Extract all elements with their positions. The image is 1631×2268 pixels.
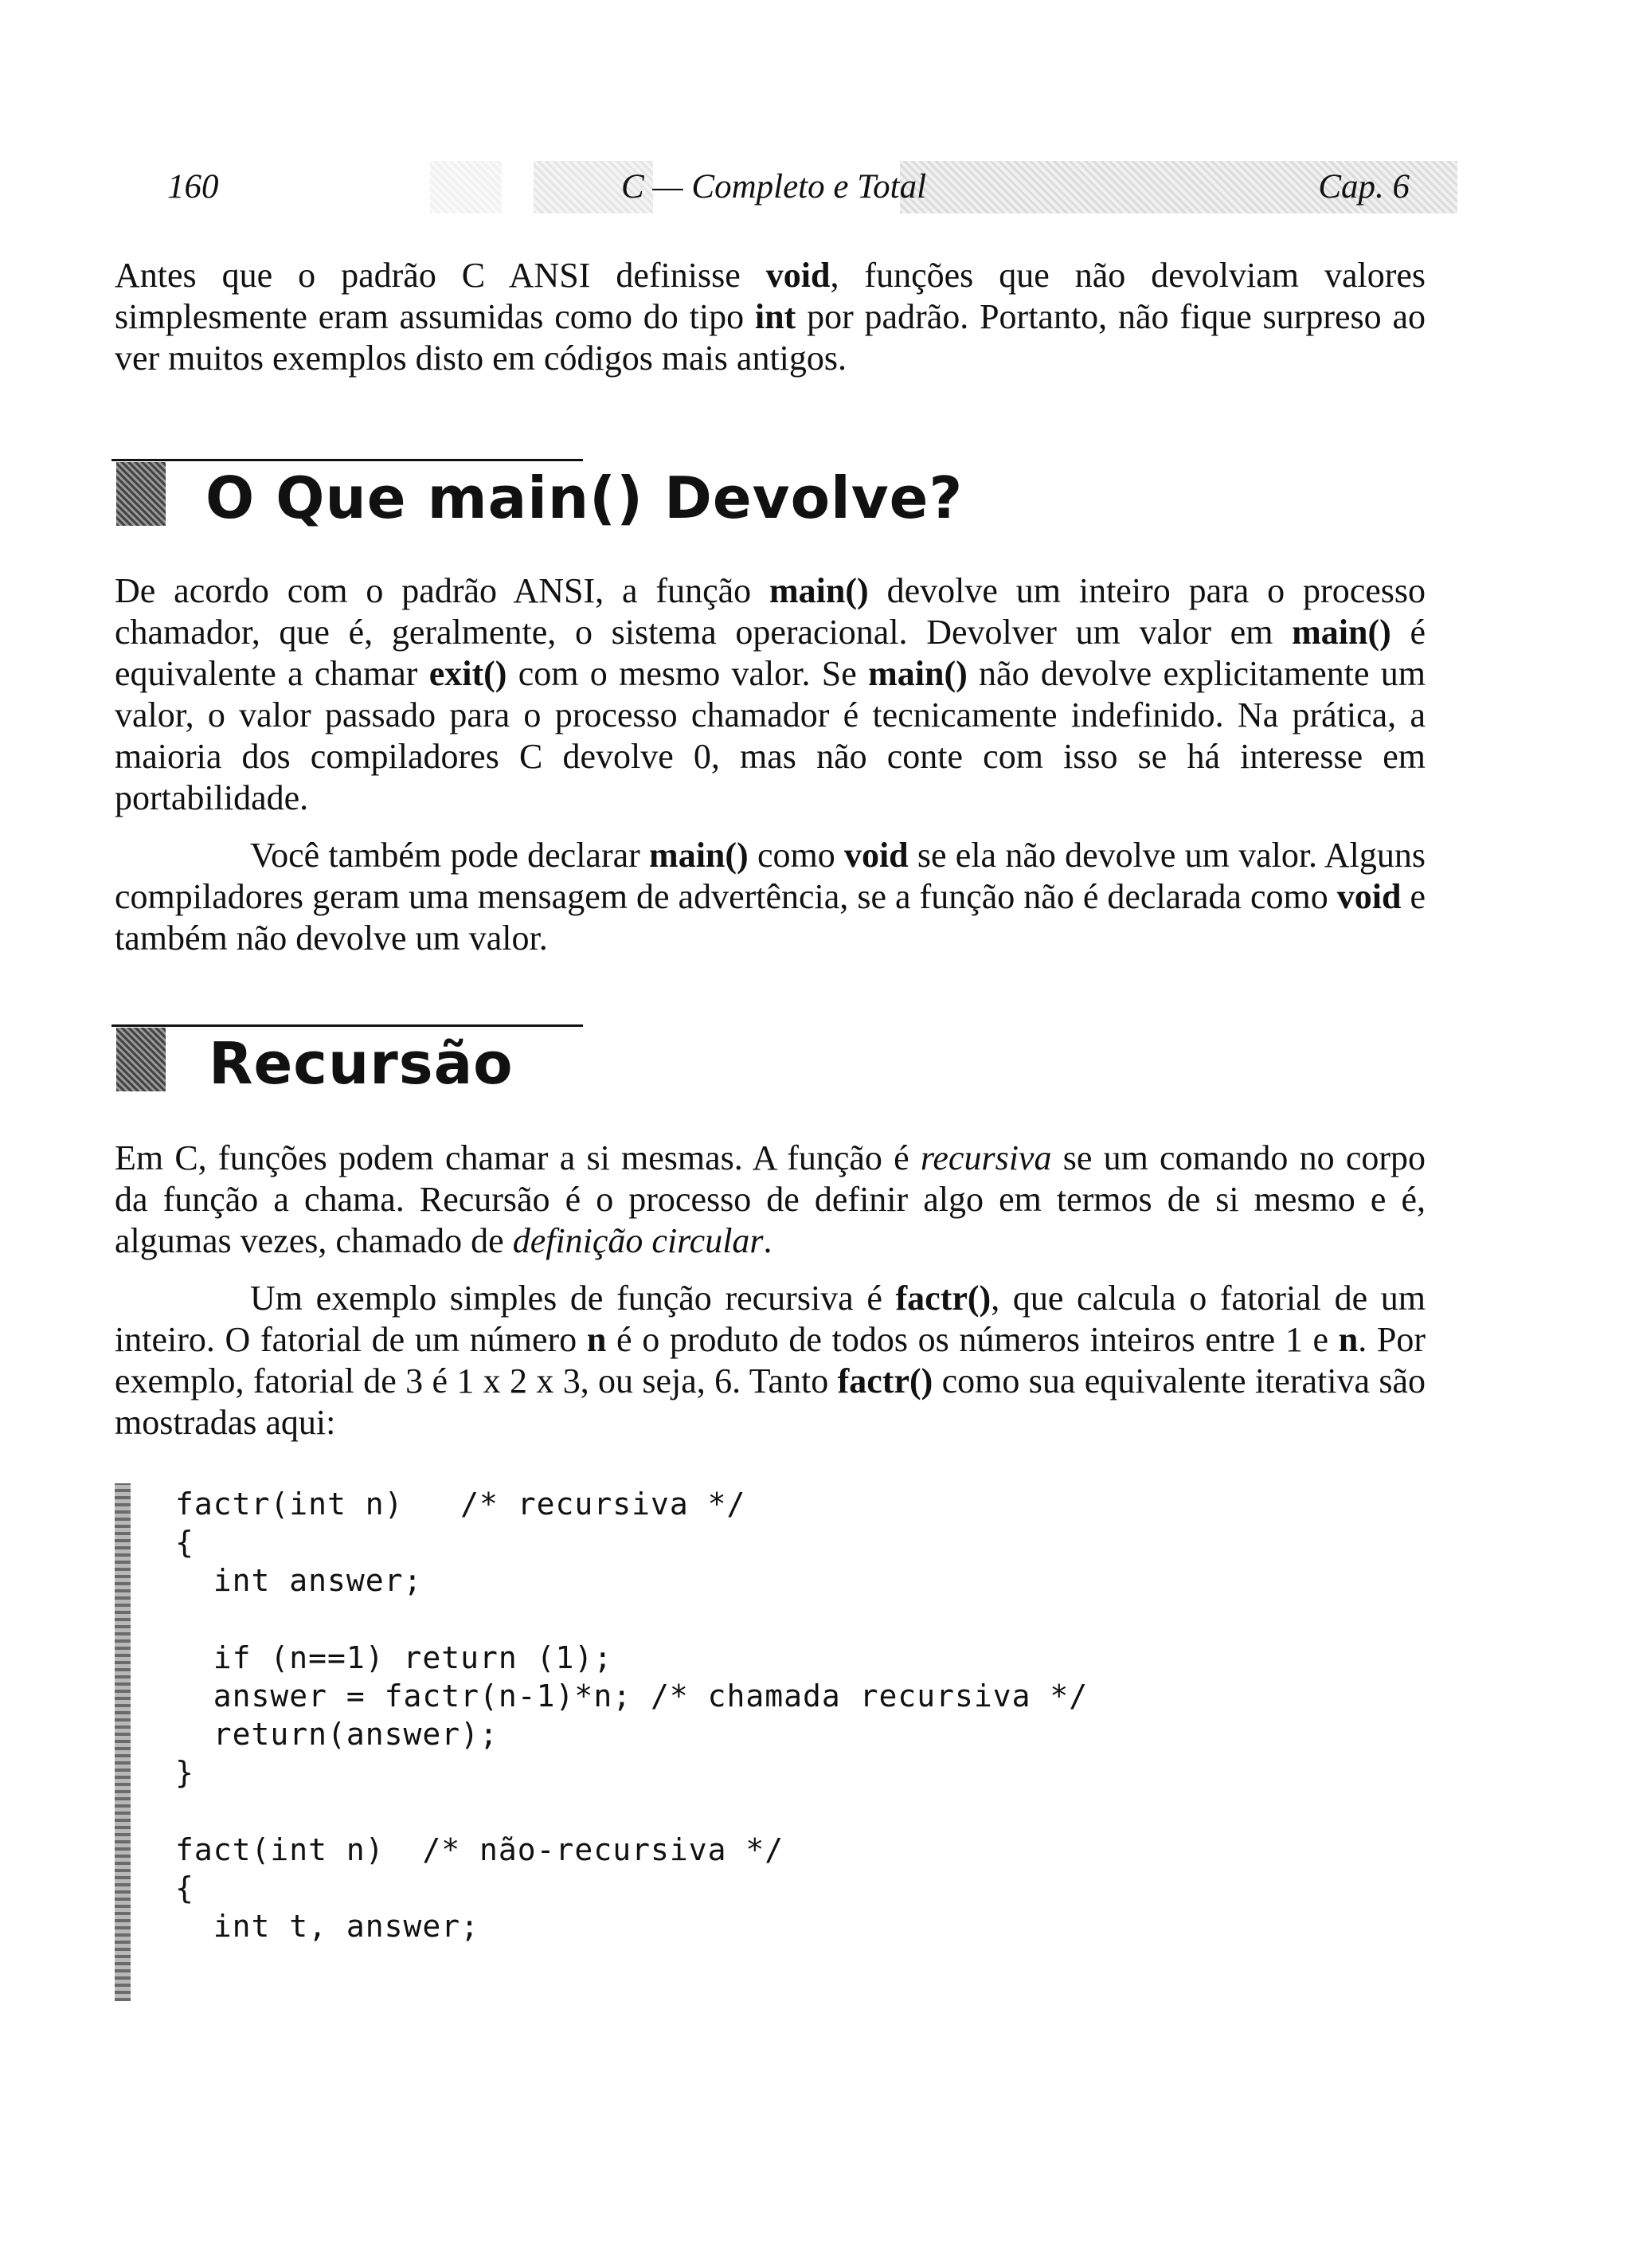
emphasis: recursiva xyxy=(920,1138,1052,1177)
text-run: se ela não devolve um valor. Alguns compiladores geram uma mensagem de advertência, se a função não é declarada como xyxy=(115,836,1426,916)
code-line: return(answer); xyxy=(175,1717,499,1753)
text-run: é equivalente a chamar xyxy=(115,613,1426,693)
intro-paragraph xyxy=(115,255,1426,379)
code-margin-bar xyxy=(115,1483,131,2001)
text-run: devolve um inteiro para o processo chamador, que é, geralmente, o sistema operacional. Devolver um valor em xyxy=(115,571,1426,652)
text-run: é o produto de todos os números inteiros entre 1 e xyxy=(606,1320,1339,1359)
heading-square-icon xyxy=(116,1028,166,1091)
keyword: main() xyxy=(1292,613,1391,652)
code-line: } xyxy=(175,1755,194,1791)
keyword: void xyxy=(1336,877,1402,916)
text-run: , funções que não devolviam valores simplesmente eram assumidas como do tipo xyxy=(115,256,1426,336)
text-run: . Por exemplo, fatorial de 3 é 1 x 2 x 3, ou seja, 6. Tanto xyxy=(115,1320,1426,1400)
code-line: int answer; xyxy=(175,1563,423,1599)
code-line: answer = factr(n-1)*n; /* chamada recursiva */ xyxy=(175,1678,1089,1714)
emphasis: definição circular xyxy=(512,1221,764,1260)
main-paragraph-1 xyxy=(115,570,1426,819)
text-run: Antes que o padrão C ANSI definisse xyxy=(115,256,766,295)
keyword: factr() xyxy=(895,1279,992,1318)
code-line: factr(int n) /* recursiva */ xyxy=(175,1487,746,1522)
main-paragraph-2 xyxy=(115,835,1426,959)
keyword: main() xyxy=(769,571,869,610)
keyword: main() xyxy=(649,836,749,875)
text-run: Um exemplo simples de função recursiva é xyxy=(250,1279,896,1318)
code-line: if (n==1) return (1); xyxy=(175,1639,613,1675)
text-run: Você também pode declarar xyxy=(250,836,650,875)
code-listing xyxy=(175,1485,1088,1945)
text-run: . xyxy=(763,1221,772,1260)
text-run: como sua equivalente iterativa são mostradas aqui: xyxy=(115,1361,1426,1442)
text-run: se um comando no corpo da função a chama. Recursão é o processo de definir algo em termos de si mesmo e é, algumas vezes, chamado de xyxy=(115,1138,1426,1260)
code-line: { xyxy=(175,1870,194,1906)
keyword: void xyxy=(765,256,831,295)
section-title: O Que main() Devolve? xyxy=(205,464,964,531)
chapter-label: Cap. 6 xyxy=(1318,168,1410,206)
code-line: fact(int n) /* não-recursiva */ xyxy=(175,1831,784,1867)
running-header xyxy=(167,156,1410,217)
heading-square-icon xyxy=(116,462,166,526)
text-run: não devolve explicitamente um valor, o valor passado para o processo chamador é tecnicamente indefinido. Na prática, a maioria dos compiladores C devolve 0, mas não conte com isso se há interesse em portabilidade. xyxy=(115,654,1426,817)
keyword: n xyxy=(586,1320,607,1359)
text-run: , que calcula o fatorial de um inteiro. O fatorial de um número xyxy=(115,1279,1426,1359)
text-run: e também não devolve um valor. xyxy=(115,877,1426,958)
code-line: { xyxy=(175,1525,194,1561)
keyword: main() xyxy=(868,654,968,693)
keyword: exit() xyxy=(428,654,507,693)
keyword: void xyxy=(843,836,909,875)
text-run: por padrão. Portanto, não fique surpreso ao ver muitos exemplos disto em códigos mais antigos. xyxy=(115,297,1426,378)
recursion-paragraph-1 xyxy=(115,1138,1426,1262)
page-number: 160 xyxy=(167,168,219,206)
keyword: n xyxy=(1338,1320,1359,1359)
text-run: como xyxy=(748,836,844,875)
text-run: com o mesmo valor. Se xyxy=(507,654,869,693)
book-title: C — Completo e Total xyxy=(621,168,927,206)
text-run: Em C, funções podem chamar a si mesmas. A função é xyxy=(115,1138,921,1177)
text-run: De acordo com o padrão ANSI, a função xyxy=(115,571,770,610)
header-shading xyxy=(430,161,502,213)
keyword: int xyxy=(754,297,796,336)
heading-rule xyxy=(111,459,583,461)
code-line: int t, answer; xyxy=(175,1909,480,1945)
keyword: factr() xyxy=(837,1361,933,1400)
recursion-paragraph-2 xyxy=(115,1278,1426,1443)
section-title: Recursão xyxy=(209,1030,514,1097)
heading-rule xyxy=(111,1024,583,1027)
